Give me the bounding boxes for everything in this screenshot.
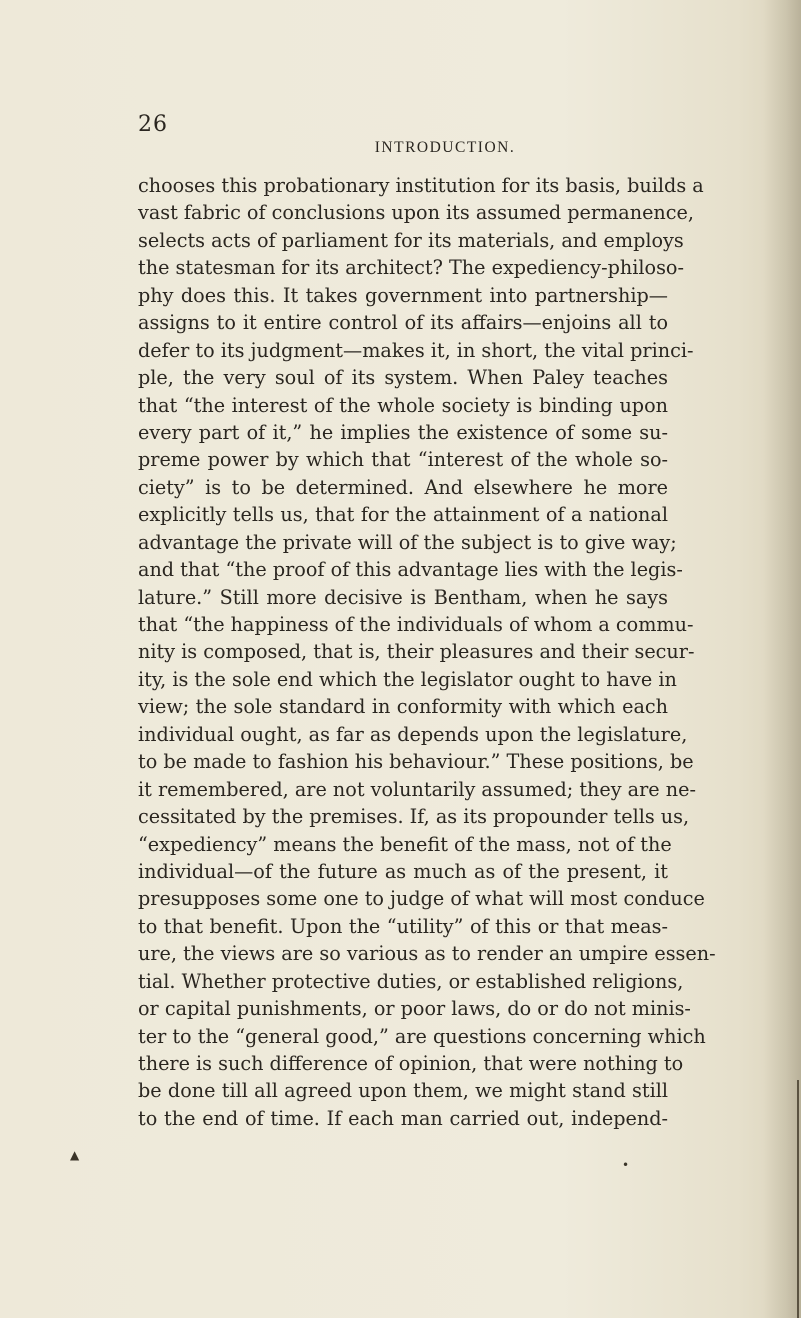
text-line: phy does this. It takes government into partnership— (138, 283, 668, 307)
text-line: preme power by which that “interest of the whole so- (138, 448, 668, 472)
page-edge-line (797, 1080, 799, 1318)
text-line: ity, is the sole end which the legislator ought to have in (138, 667, 677, 691)
text-line: to be made to fashion his behaviour.” These positions, be (138, 750, 694, 774)
text-line: be done till all agreed upon them, we might stand still (138, 1079, 668, 1103)
stray-ink-dot: • (622, 1158, 630, 1172)
text-line: that “the happiness of the individuals of whom a commu- (138, 613, 694, 636)
text-line: tial. Whether protective duties, or established religions, (138, 969, 684, 993)
running-head: INTRODUCTION. (374, 139, 516, 156)
text-line: or capital punishments, or poor laws, do or do not minis- (138, 997, 691, 1021)
text-line: individual—of the future as much as of the present, it (138, 859, 668, 883)
body-text (138, 172, 716, 1132)
text-line: selects acts of parliament for its materials, and employs (138, 228, 684, 252)
text-line: individual ought, as far as depends upon the legislature, (138, 722, 688, 746)
stray-ink-mark: ▲ (70, 1148, 80, 1162)
text-line: “expediency” means the benefit of the mass, not of the (138, 832, 672, 856)
text-line: presupposes some one to judge of what will most conduce (138, 887, 705, 911)
text-line: cessitated by the premises. If, as its propounder tells us, (138, 805, 690, 829)
text-line: to that benefit. Upon the “utility” of this or that meas- (138, 914, 668, 938)
page-number: 26 (138, 112, 168, 137)
text-line: that “the interest of the whole society is binding upon (138, 393, 668, 417)
text-line: chooses this probationary institution for its basis, builds a (138, 174, 704, 197)
text-line: advantage the private will of the subject is to give way; (138, 530, 677, 554)
text-line: ple, the very soul of its system. When Paley teaches (138, 366, 668, 390)
text-line: view; the sole standard in conformity with which each (138, 695, 668, 719)
text-line: every part of it,” he implies the existence of some su- (138, 420, 668, 444)
text-line: there is such difference of opinion, that were nothing to (138, 1052, 684, 1075)
text-line: lature.” Still more decisive is Bentham, when he says (138, 585, 668, 609)
text-line: explicitly tells us, that for the attainment of a national (138, 503, 668, 527)
text-line: nity is composed, that is, their pleasures and their secur- (138, 640, 695, 664)
page-edge-shadow (763, 0, 801, 1318)
text-line: vast fabric of conclusions upon its assumed permanence, (138, 201, 694, 225)
text-line: and that “the proof of this advantage lies with the legis- (138, 558, 683, 582)
text-line: to the end of time. If each man carried out, independ- (138, 1106, 668, 1130)
text-line: assigns to it entire control of its affairs—enjoins all to (138, 311, 668, 335)
text-line: ure, the views are so various as to render an umpire essen- (138, 942, 716, 966)
text-line: the statesman for its architect? The expediency-philoso- (138, 256, 684, 280)
text-line: it remembered, are not voluntarily assumed; they are ne- (138, 777, 696, 801)
text-line: defer to its judgment—makes it, in short, the vital princi- (138, 338, 694, 362)
text-line: ter to the “general good,” are questions concerning which (138, 1024, 706, 1048)
text-line: ciety” is to be determined. And elsewhere he more (138, 475, 668, 499)
